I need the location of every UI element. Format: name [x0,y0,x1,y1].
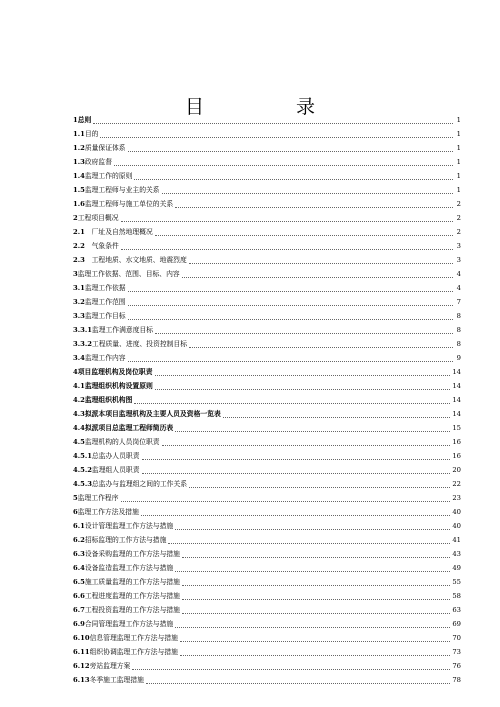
toc-entry-page-number: 1 [456,144,461,152]
dot-leader [180,641,450,642]
toc-entry[interactable] [73,421,461,435]
dot-leader [128,361,453,362]
toc-entry-page-number: 1 [456,130,461,138]
dot-leader [100,137,453,138]
toc-entry-number: 1.1 [73,130,85,138]
toc-entry-number: 6 [73,508,78,516]
toc-entry-number: 4.4 [73,424,85,432]
toc-entry[interactable] [73,281,461,295]
toc-entry-title: 监理组织机构图 [84,396,133,404]
toc-entry[interactable] [73,505,461,519]
dot-leader [128,291,453,292]
toc-entry-number: 1.4 [73,172,85,180]
dot-leader [223,417,451,418]
toc-entry-title: 监理工作依据、范围、目标、内容 [77,270,180,278]
dot-leader [182,599,450,600]
toc-entry-page-number: 14 [452,382,461,390]
toc-entry[interactable] [73,197,461,211]
dot-leader [93,123,453,124]
dot-leader [146,683,450,684]
toc-entry-title: 设备采购监理的工作方法与措施 [84,550,180,558]
toc-entry-number: 3.3.2 [73,340,92,348]
dot-leader [175,571,450,572]
toc-entry-title: 监理组人员职责 [91,466,140,474]
toc-entry-page-number: 3 [456,256,461,264]
toc-entry[interactable] [73,533,461,547]
toc-entry-page-number: 4 [456,284,461,292]
dot-leader [155,375,451,376]
toc-entry[interactable] [73,547,461,561]
toc-entry[interactable] [73,491,461,505]
dot-leader [128,151,453,152]
dot-leader [182,613,450,614]
toc-entry[interactable] [73,169,461,183]
toc-entry-page-number: 41 [452,536,461,544]
toc-entry-title: 监理组织机构设置原则 [84,382,153,390]
toc-entry-page-number: 3 [456,242,461,250]
toc-entry-page-number: 76 [452,662,461,670]
toc-entry[interactable] [73,113,461,127]
toc-entry[interactable] [73,673,461,687]
toc-entry[interactable] [73,253,461,267]
toc-entry-page-number: 14 [452,396,461,404]
toc-entry-title: 施工质量监理的工作方法与措施 [84,578,180,586]
toc-entry-title: 气象条件 [84,242,119,250]
toc-entry[interactable] [73,603,461,617]
toc-entry-number: 4.5.3 [73,480,92,488]
toc-entry-number: 6.3 [73,550,85,558]
toc-entry-title: 合同管理监理工作方法与措施 [84,620,174,628]
table-of-contents [73,113,461,687]
toc-entry[interactable] [73,449,461,463]
toc-entry-number: 3.2 [73,298,85,306]
toc-entry-title: 监理工作目标 [84,312,126,320]
toc-entry-title: 监理工作的原则 [84,172,133,180]
dot-leader [175,431,450,432]
toc-entry[interactable] [73,561,461,575]
toc-entry-number: 4.5.2 [73,466,92,474]
dot-leader [114,165,453,166]
toc-entry-number: 6.10 [73,634,90,642]
toc-entry-number: 2.2 [73,242,85,250]
toc-entry-page-number: 55 [452,578,461,586]
toc-entry-page-number: 8 [456,312,461,320]
toc-entry-page-number: 1 [456,116,461,124]
toc-entry-title: 监理工程师与业主的关系 [84,186,160,194]
toc-entry-title: 监理工作内容 [84,354,126,362]
toc-entry[interactable] [73,477,461,491]
toc-entry-page-number: 63 [452,606,461,614]
toc-entry-number: 6.2 [73,536,85,544]
toc-entry-page-number: 2 [456,200,461,208]
toc-entry[interactable] [73,211,461,225]
toc-entry-number: 3 [73,270,78,278]
toc-entry-title: 工程地质、水文地质、地震烈度 [84,256,187,264]
toc-entry[interactable] [73,407,461,421]
toc-entry-title: 总则 [77,116,92,124]
toc-entry-title: 政府监督 [84,158,113,166]
toc-entry-number: 2.1 [73,228,85,236]
toc-entry-page-number: 43 [452,550,461,558]
dot-leader [132,669,450,670]
toc-entry-title: 工程投资监理的工作方法与措施 [84,606,180,614]
toc-entry[interactable] [73,155,461,169]
dot-leader [189,347,453,348]
toc-entry[interactable] [73,239,461,253]
toc-entry-title: 工程进度监理的工作方法与措施 [84,592,180,600]
toc-entry-number: 3.1 [73,284,85,292]
toc-entry[interactable] [73,435,461,449]
toc-entry[interactable] [73,141,461,155]
toc-entry-number: 4.3 [73,410,85,418]
toc-entry[interactable] [73,267,461,281]
toc-entry[interactable] [73,323,461,337]
toc-entry[interactable] [73,127,461,141]
toc-entry-page-number: 1 [456,158,461,166]
toc-entry-number: 1.6 [73,200,85,208]
dot-leader [121,221,453,222]
toc-entry-page-number: 22 [452,480,461,488]
toc-entry-number: 1 [73,116,78,124]
toc-entry-number: 3.3 [73,312,85,320]
dot-leader [162,193,453,194]
toc-entry-title: 工程项目概况 [77,214,119,222]
dot-leader [189,487,450,488]
toc-entry-title: 监理工作方法及措施 [77,508,139,516]
dot-leader [189,263,453,264]
dot-leader [121,249,453,250]
toc-entry-page-number: 20 [452,466,461,474]
toc-entry[interactable] [73,183,461,197]
toc-entry-title: 组织协调监理工作方法与措施 [89,648,178,656]
dot-leader [175,529,450,530]
toc-entry-page-number: 14 [452,410,461,418]
toc-entry-title: 冬季施工监理措施 [89,676,144,684]
dot-leader [142,459,451,460]
toc-entry[interactable] [73,659,461,673]
toc-entry-title: 质量保证体系 [84,144,126,152]
toc-entry-number: 6.4 [73,564,85,572]
dot-leader [182,585,450,586]
dot-leader [141,515,450,516]
toc-entry-page-number: 2 [456,214,461,222]
dot-leader [175,627,450,628]
toc-entry-number: 6.6 [73,592,85,600]
toc-entry-title: 总监办人员职责 [91,452,140,460]
toc-entry-number: 3.3.1 [73,326,92,334]
toc-entry-page-number: 16 [452,438,461,446]
toc-entry-title: 设计管理监理工作方法与措施 [84,522,174,530]
toc-entry-number: 6.13 [73,676,90,684]
toc-entry-title: 招标监理的工作方法与措施 [84,536,167,544]
dot-leader [175,207,453,208]
toc-entry-number: 6.7 [73,606,85,614]
dot-leader [142,473,451,474]
toc-entry-page-number: 7 [456,298,461,306]
dot-leader [128,319,453,320]
toc-entry[interactable] [73,295,461,309]
toc-entry-title: 工程质量、进度、投资控制目标 [91,340,188,348]
toc-entry-number: 6.1 [73,522,85,530]
toc-entry-number: 1.5 [73,186,85,194]
toc-entry-title: 总监办与监理组之间的工作关系 [91,480,188,488]
toc-entry-title: 监理工作依据 [84,284,126,292]
toc-entry[interactable] [73,337,461,351]
toc-entry-page-number: 8 [456,340,461,348]
toc-entry-number: 2.3 [73,256,85,264]
dot-leader [121,501,451,502]
toc-entry-title: 项目监理机构及岗位职责 [77,368,153,376]
dot-leader [134,403,450,404]
toc-entry-page-number: 23 [452,494,461,502]
toc-entry-title: 信息管理监理工作方法与措施 [89,634,178,642]
toc-entry-number: 6.11 [73,648,90,656]
toc-entry[interactable] [73,309,461,323]
toc-entry[interactable] [73,365,461,379]
dot-leader [162,445,451,446]
toc-entry[interactable] [73,393,461,407]
toc-entry[interactable] [73,631,461,645]
toc-entry-number: 4 [73,368,78,376]
toc-entry-page-number: 14 [452,368,461,376]
toc-entry[interactable] [73,589,461,603]
toc-entry-number: 1.2 [73,144,85,152]
dot-leader [182,557,450,558]
toc-entry-page-number: 70 [452,634,461,642]
toc-entry-title: 监理工作程序 [77,494,119,502]
toc-entry-title: 监理工作范围 [84,298,126,306]
toc-entry-page-number: 78 [452,676,461,684]
toc-entry[interactable] [73,463,461,477]
toc-entry-number: 4.1 [73,382,85,390]
toc-entry-title: 设备监造监理工作方法与措施 [84,564,174,572]
toc-entry[interactable] [73,351,461,365]
toc-entry-number: 4.2 [73,396,85,404]
toc-entry-page-number: 4 [456,270,461,278]
toc-entry-page-number: 16 [452,452,461,460]
toc-entry-number: 2 [73,214,78,222]
toc-entry-number: 6.9 [73,620,85,628]
toc-entry-title: 监理工程师与施工单位的关系 [84,200,174,208]
toc-entry-number: 6.5 [73,578,85,586]
toc-entry-page-number: 8 [456,326,461,334]
toc-entry[interactable] [73,617,461,631]
toc-entry-page-number: 49 [452,564,461,572]
dot-leader [180,655,450,656]
dot-leader [155,235,453,236]
toc-entry-title: 目的 [84,130,99,138]
toc-entry-page-number: 15 [452,424,461,432]
toc-entry-page-number: 73 [452,648,461,656]
toc-entry-page-number: 40 [452,522,461,530]
page-title: 目 录 [184,96,333,118]
toc-entry-number: 1.3 [73,158,85,166]
toc-entry-number: 4.5 [73,438,85,446]
toc-entry-title: 拟派项目总监理工程师简历表 [84,424,174,432]
toc-entry[interactable] [73,225,461,239]
toc-entry-page-number: 9 [456,354,461,362]
toc-entry-page-number: 2 [456,228,461,236]
toc-entry-page-number: 58 [452,592,461,600]
toc-entry-title: 拟派本项目监理机构及主要人员及资格一览表 [84,410,221,418]
dot-leader [182,277,453,278]
toc-entry[interactable] [73,645,461,659]
toc-entry[interactable] [73,519,461,533]
toc-entry-number: 4.5.1 [73,452,92,460]
dot-leader [168,543,450,544]
dot-leader [155,389,451,390]
toc-entry-number: 5 [73,494,78,502]
dot-leader [128,305,453,306]
toc-entry-number: 6.12 [73,662,90,670]
toc-entry-title: 厂址及自然地理概况 [84,228,153,236]
toc-entry[interactable] [73,379,461,393]
toc-entry-page-number: 1 [456,172,461,180]
toc-entry-title: 监理机构的人员岗位职责 [84,438,160,446]
toc-entry-page-number: 1 [456,186,461,194]
dot-leader [155,333,453,334]
toc-entry[interactable] [73,575,461,589]
toc-entry-title: 监理工作满意度目标 [91,326,154,334]
dot-leader [134,179,453,180]
toc-entry-title: 旁站监理方案 [89,662,131,670]
toc-entry-number: 3.4 [73,354,85,362]
toc-entry-page-number: 40 [452,508,461,516]
toc-entry-page-number: 69 [452,620,461,628]
